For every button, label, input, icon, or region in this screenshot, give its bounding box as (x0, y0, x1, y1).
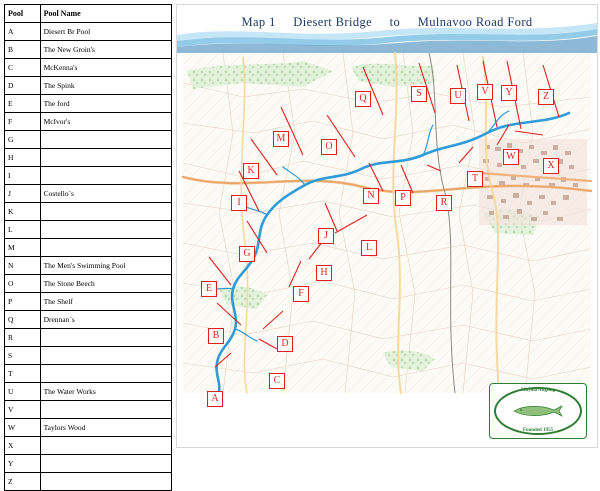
map-title-from: Diesert Bridge (293, 15, 373, 29)
pool-key-cell: W (5, 419, 41, 437)
pool-key-cell: I (5, 167, 41, 185)
pool-key-cell: T (5, 365, 41, 383)
pool-name-cell: The ford (40, 95, 171, 113)
pool-name-cell: The Shelf (40, 293, 171, 311)
pool-key-cell: X (5, 437, 41, 455)
pool-key-cell: N (5, 257, 41, 275)
table-row (5, 437, 172, 455)
pool-marker-q[interactable]: Q (355, 91, 371, 107)
pool-marker-d[interactable]: D (277, 336, 293, 352)
table-row (5, 221, 172, 239)
pool-marker-g[interactable]: G (239, 246, 255, 262)
pool-key-cell: R (5, 329, 41, 347)
fish-icon (512, 404, 564, 418)
pool-marker-c[interactable]: C (269, 373, 285, 389)
pool-marker-y[interactable]: Y (501, 85, 517, 101)
pool-marker-t[interactable]: T (467, 171, 483, 187)
ordnance-map-graphic (183, 53, 591, 393)
pool-key-cell: P (5, 293, 41, 311)
column-header-pool-name: Pool Name (40, 5, 171, 23)
table-row (5, 329, 172, 347)
pool-key-cell: C (5, 59, 41, 77)
pool-key-cell: A (5, 23, 41, 41)
map-title-to-word: to (389, 15, 401, 29)
pool-key-cell: Q (5, 311, 41, 329)
pool-key-cell: G (5, 131, 41, 149)
pool-name-cell (40, 347, 171, 365)
pool-marker-o[interactable]: O (321, 139, 337, 155)
table-row (5, 167, 172, 185)
column-header-pool: Pool (5, 5, 41, 23)
pool-name-cell (40, 203, 171, 221)
pool-name-cell (40, 473, 171, 491)
table-row (5, 185, 172, 203)
pool-marker-s[interactable]: S (411, 86, 427, 102)
pool-marker-p[interactable]: P (395, 190, 411, 206)
pool-key-cell: M (5, 239, 41, 257)
map-title-destination: Mulnavoo Road Ford (417, 15, 533, 29)
pool-name-cell: The Spink (40, 77, 171, 95)
map-header (177, 5, 597, 53)
pool-key-cell: J (5, 185, 41, 203)
map-image (183, 53, 591, 393)
pool-key-cell: O (5, 275, 41, 293)
pool-marker-z[interactable]: Z (538, 89, 554, 105)
pool-marker-i[interactable]: I (231, 195, 247, 211)
table-row (5, 383, 172, 401)
pool-marker-f[interactable]: F (293, 286, 309, 302)
table-row (5, 77, 172, 95)
pool-marker-x[interactable]: X (543, 158, 559, 174)
pool-marker-j[interactable]: J (318, 228, 334, 244)
pool-marker-l[interactable]: L (361, 240, 377, 256)
map-panel (176, 4, 598, 448)
pool-key-cell: V (5, 401, 41, 419)
svg-text:.: . (323, 110, 324, 114)
pool-key-cell: E (5, 95, 41, 113)
pool-name-cell: McIvor's (40, 113, 171, 131)
pool-marker-w[interactable]: W (503, 149, 519, 165)
pool-name-cell: The Stone Beech (40, 275, 171, 293)
table-row (5, 113, 172, 131)
table-row (5, 203, 172, 221)
map-title-number: Map 1 (241, 15, 276, 29)
pool-marker-b[interactable]: B (208, 328, 224, 344)
table-row (5, 131, 172, 149)
pool-name-cell (40, 167, 171, 185)
pool-name-cell (40, 329, 171, 347)
svg-text:.: . (213, 148, 214, 152)
table-row (5, 473, 172, 491)
table-row (5, 239, 172, 257)
pool-key-cell: L (5, 221, 41, 239)
table-row (5, 257, 172, 275)
pool-name-cell (40, 149, 171, 167)
table-row (5, 149, 172, 167)
pool-name-cell (40, 455, 171, 473)
pool-key-cell: H (5, 149, 41, 167)
table-row (5, 419, 172, 437)
pool-marker-v[interactable]: V (477, 84, 493, 100)
pool-name-cell (40, 221, 171, 239)
pool-name-cell (40, 401, 171, 419)
pool-name-cell: Taylors Wood (40, 419, 171, 437)
pool-name-cell: The Men's Swimming Pool (40, 257, 171, 275)
pool-key-cell: D (5, 77, 41, 95)
pool-key-cell: U (5, 383, 41, 401)
pool-name-cell: Costello`s (40, 185, 171, 203)
pool-name-cell (40, 437, 171, 455)
table-row (5, 41, 172, 59)
pool-key-cell: S (5, 347, 41, 365)
table-row (5, 293, 172, 311)
pool-name-cell: Diesert Br Pool (40, 23, 171, 41)
table-row (5, 23, 172, 41)
table-row (5, 275, 172, 293)
pool-name-cell (40, 365, 171, 383)
pool-table (4, 4, 172, 491)
pool-marker-u[interactable]: U (450, 88, 466, 104)
pool-name-cell: The New Groin's (40, 41, 171, 59)
pool-name-cell (40, 131, 171, 149)
map-title (177, 15, 597, 30)
pool-marker-h[interactable]: H (316, 265, 332, 281)
table-row (5, 95, 172, 113)
table-row (5, 347, 172, 365)
table-row (5, 59, 172, 77)
pool-key-cell: Y (5, 455, 41, 473)
pool-marker-a[interactable]: A (207, 391, 223, 407)
pool-marker-k[interactable]: K (243, 163, 259, 179)
table-row (5, 401, 172, 419)
pool-name-cell: McKenna's (40, 59, 171, 77)
logo-bottom-text: Founded 1955 (522, 428, 554, 433)
pool-name-cell (40, 239, 171, 257)
pool-key-cell: F (5, 113, 41, 131)
svg-text:.: . (403, 250, 404, 254)
pool-marker-n[interactable]: N (363, 188, 379, 204)
pool-key-cell: K (5, 203, 41, 221)
table-row (5, 455, 172, 473)
pool-name-cell: The Water Works (40, 383, 171, 401)
pool-marker-r[interactable]: R (436, 195, 452, 211)
logo-top-text: Moyola Angling (520, 388, 556, 393)
pool-key-cell: Z (5, 473, 41, 491)
table-row (5, 311, 172, 329)
pool-key-cell: B (5, 41, 41, 59)
club-logo (489, 383, 587, 439)
pool-marker-e[interactable]: E (201, 281, 217, 297)
pool-name-cell: Drennan`s (40, 311, 171, 329)
table-header-row (5, 5, 172, 23)
table-row (5, 365, 172, 383)
pool-marker-m[interactable]: M (273, 131, 289, 147)
